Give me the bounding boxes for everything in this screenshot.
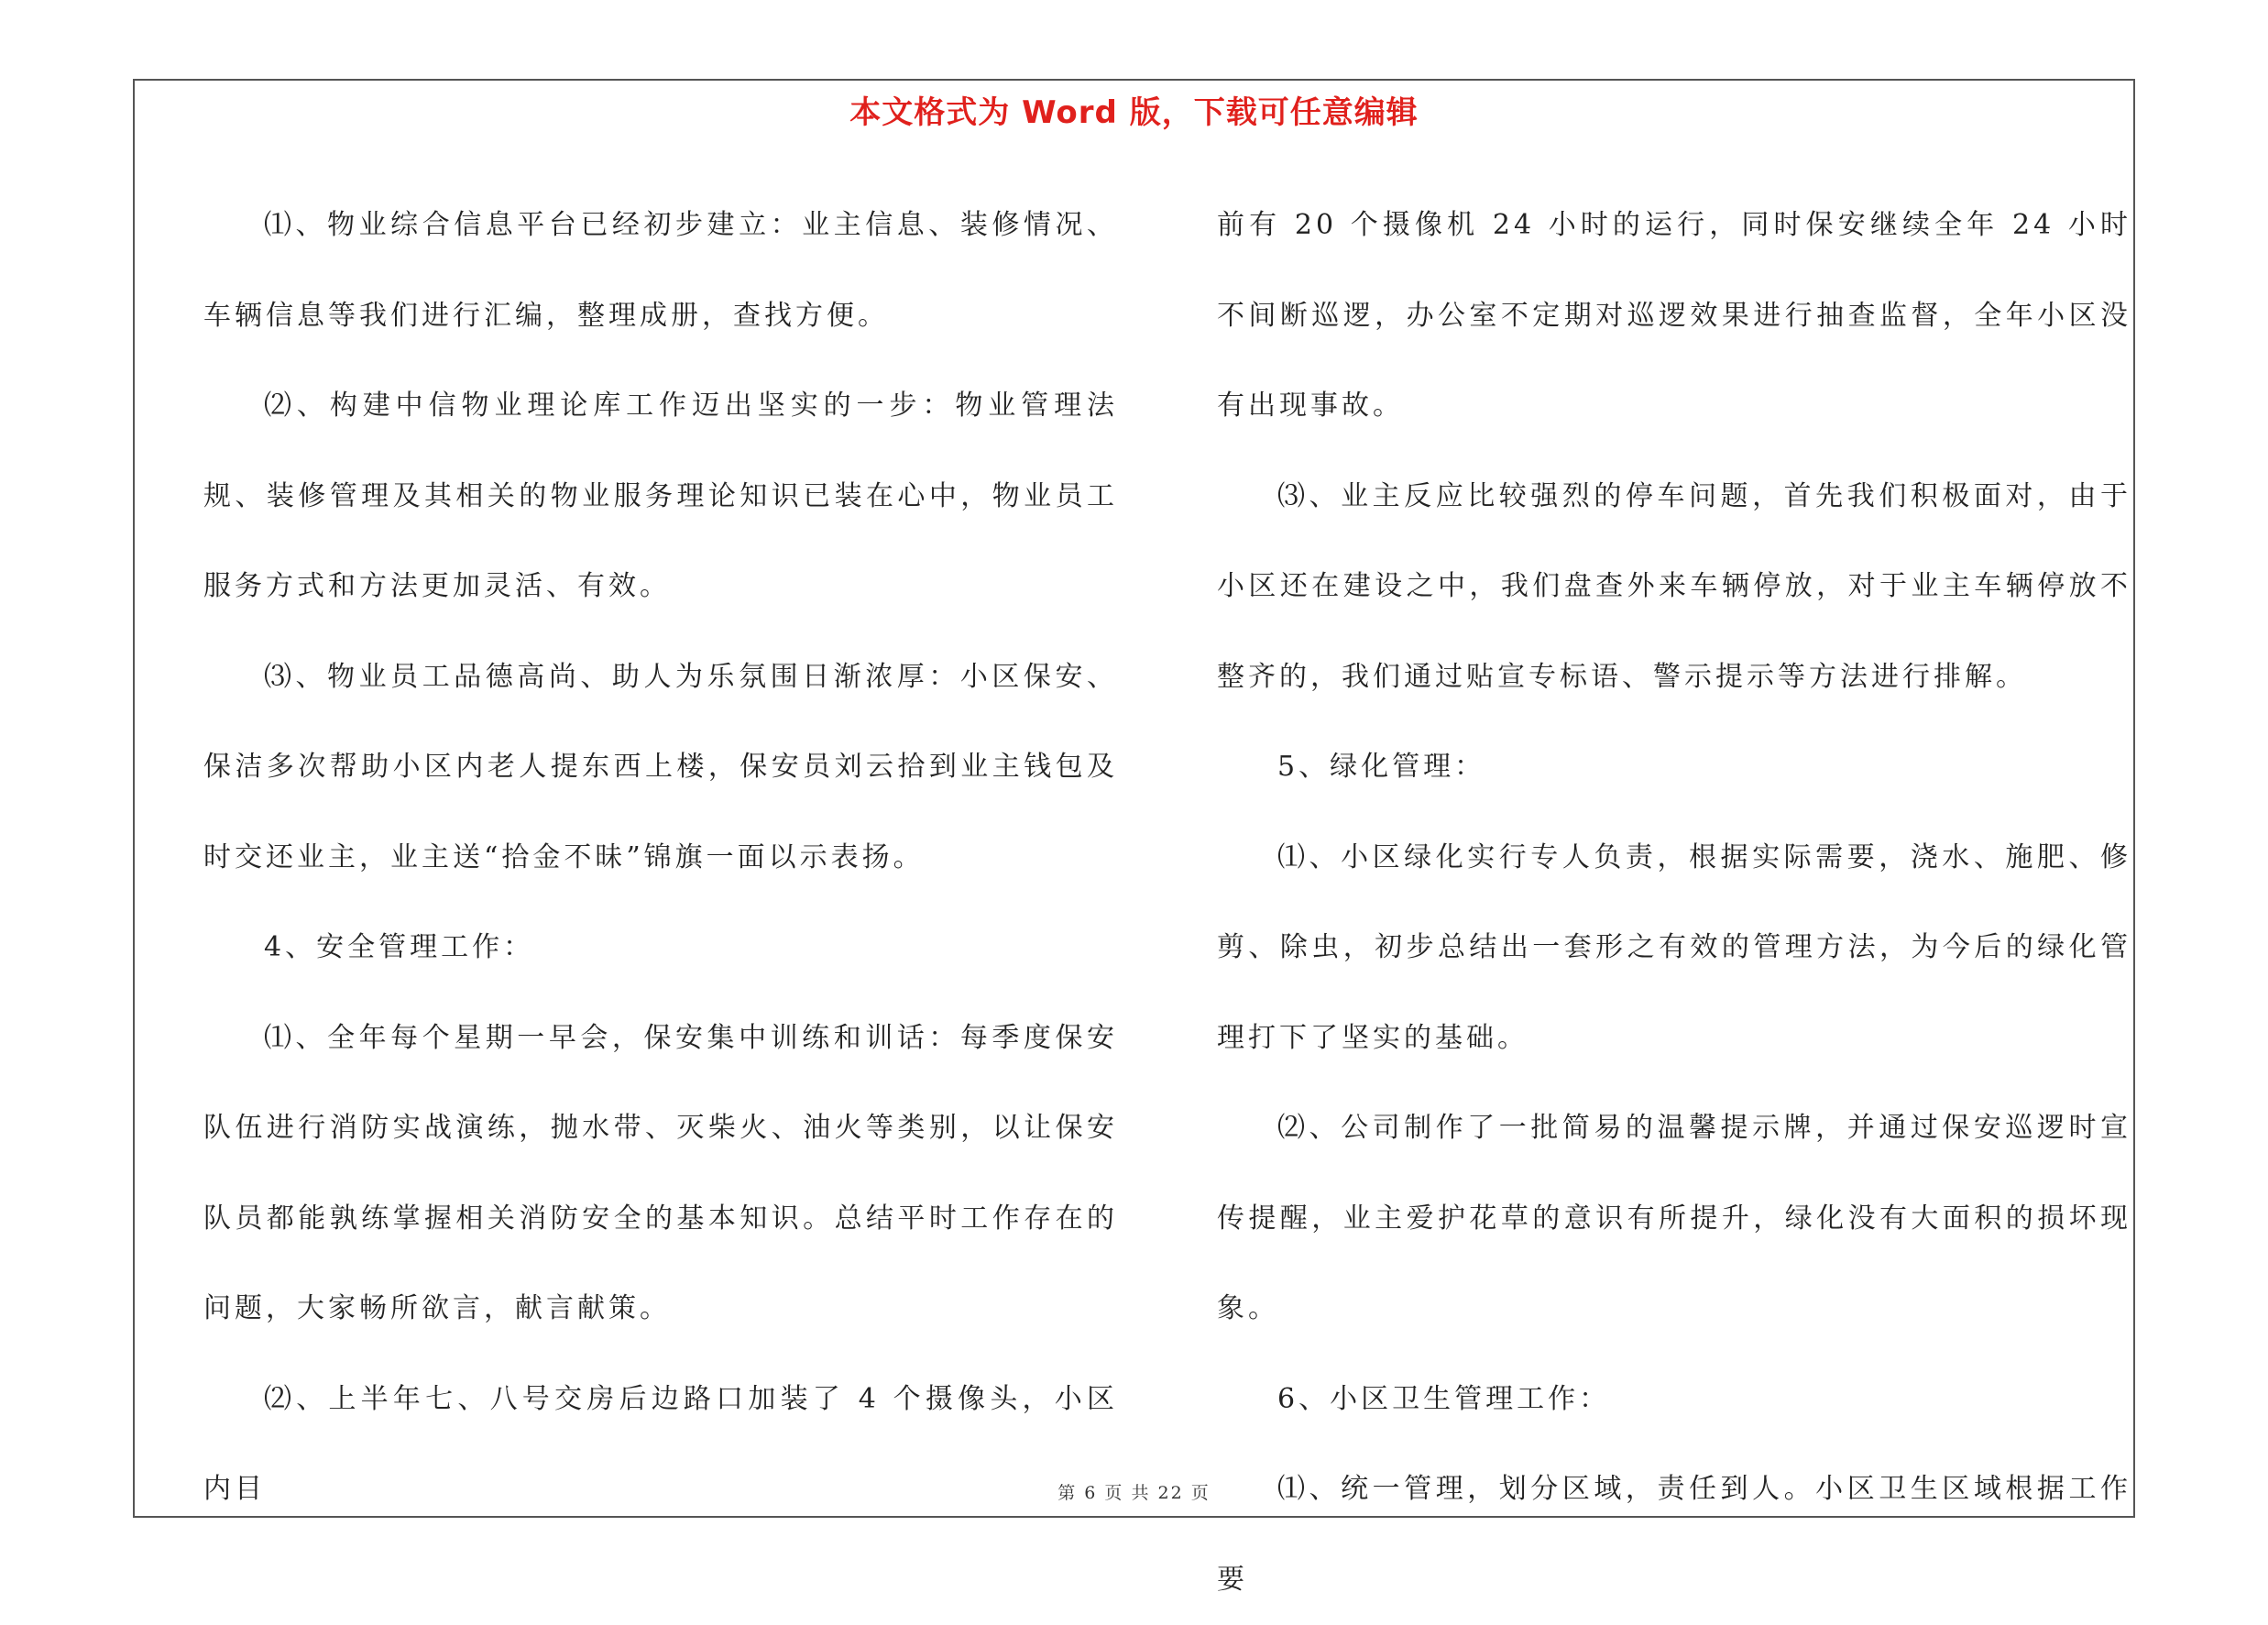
- section-heading: 4、安全管理工作：: [264, 931, 535, 963]
- paragraph: ⑶、业主反应比较强烈的停车问题，首先我们积极面对，由于小区还在建设之中，我们盘查外来车辆停放，对于业主车辆停放不整齐的，我们通过贴宣专标语、警示提示等方法进行排解。: [1217, 479, 2131, 693]
- paragraph-continued: 前有 20 个摄像机 24 小时的运行，同时保安继续全年 24 小时不间断巡逻，办公室不定期对巡逻效果进行抽查监督，全年小区没有出现事故。: [1217, 209, 2131, 422]
- right-column: [1217, 181, 2131, 1625]
- paragraph: ⑴、物业综合信息平台已经初步建立：业主信息、装修情况、车辆信息等我们进行汇编，整理成册，查找方便。: [203, 209, 1118, 332]
- paragraph: ⑴、统一管理，划分区域，责任到人。小区卫生区域根据工作要: [1217, 1473, 2131, 1596]
- section-heading: 5、绿化管理：: [1277, 751, 1486, 783]
- page-number-footer: 第 6 页 共 22 页: [1057, 1483, 1211, 1503]
- paragraph: ⑵、公司制作了一批简易的温馨提示牌，并通过保安巡逻时宣传提醒，业主爱护花草的意识有所提升，绿化没有大面积的损坏现象。: [1217, 1112, 2131, 1324]
- word-format-banner: 本文格式为 Word 版，下载可任意编辑: [849, 94, 1419, 131]
- paragraph: ⑵、构建中信物业理论库工作迈出坚实的一步：物业管理法规、装修管理及其相关的物业服务理论知识已装在心中，物业员工服务方式和方法更加灵活、有效。: [203, 390, 1118, 602]
- paragraph: ⑴、全年每个星期一早会，保安集中训练和训话：每季度保安队伍进行消防实战演练，抛水带、灭柴火、油火等类别，以让保安队员都能孰练掌握相关消防安全的基本知识。总结平时工作存在的问题，大家畅所欲言，献言献策。: [203, 1021, 1118, 1324]
- paragraph: ⑶、物业员工品德高尚、助人为乐氛围日渐浓厚：小区保安、保洁多次帮助小区内老人提东西上楼，保安员刘云拾到业主钱包及时交还业主，业主送“拾金不昧”锦旗一面以示表扬。: [203, 660, 1118, 873]
- section-heading: 6、小区卫生管理工作：: [1277, 1382, 1611, 1415]
- paragraph: ⑴、小区绿化实行专人负责，根据实际需要，浇水、施肥、修剪、除虫，初步总结出一套形之有效的管理方法，为今后的绿化管理打下了坚实的基础。: [1217, 840, 2131, 1054]
- paragraph: ⑵、上半年七、八号交房后边路口加装了 4 个摄像头，小区内目: [203, 1382, 1118, 1505]
- left-column: [203, 181, 1118, 1535]
